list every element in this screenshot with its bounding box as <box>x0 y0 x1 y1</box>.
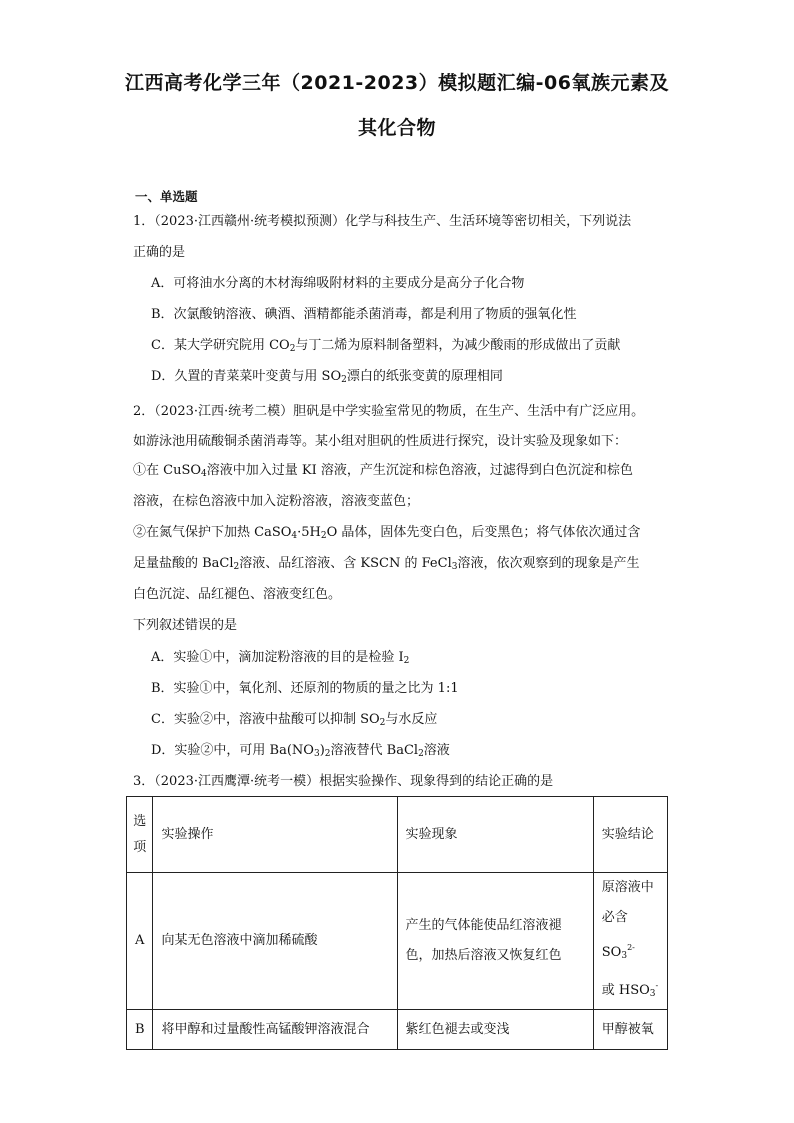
doc-title-line1: 江西高考化学三年（2021-2023）模拟题汇编-06氧族元素及 <box>125 72 669 94</box>
q2-option-a: A．实验①中，滴加淀粉溶液的目的是检验 $I_2$ <box>151 650 410 666</box>
q2-option-d: D．实验②中，可用 $Ba(NO_3)_2$溶液替代 BaCl$_2$溶液 <box>151 743 450 759</box>
q3-stem: 3．（2023·江西鹰潭·统考一模）根据实验操作、现象得到的结论正确的是 <box>133 774 554 789</box>
table-row <box>127 873 668 1010</box>
row-a-option: A <box>127 873 153 1010</box>
q1-stem-line1: 1．（2023·江西赣州·统考模拟预测）化学与科技生产、生活环境等密切相关，下列说法 <box>133 214 632 229</box>
header-phenomenon: 实验现象 <box>397 797 593 873</box>
q2-experiment1-line2: 溶液，在棕色溶液中加入淀粉溶液，溶液变蓝色； <box>133 494 420 509</box>
q1-option-c: C．某大学研究院用 $CO_2$与丁二烯为原料制备塑料，为减少酸雨的形成做出了贡献 <box>151 338 621 354</box>
row-a-conclusion: 原溶液中 必含 $SO_3^{2-}$ 或 $HSO_3^-$ <box>593 873 667 1010</box>
header-conclusion: 实验结论 <box>593 797 667 873</box>
q2-option-c: C．实验②中，溶液中盐酸可以抑制 $SO_2$与水反应 <box>151 712 438 728</box>
q1-option-a: A．可将油水分离的木材海绵吸附材料的主要成分是高分子化合物 <box>151 276 525 291</box>
table-row <box>127 1010 668 1050</box>
header-operation: 实验操作 <box>153 797 397 873</box>
q2-experiment1-line1: ①在 CuSO$_4$溶液中加入过量 KI 溶液，产生沉淀和棕色溶液，过滤得到白色沉淀和棕色 <box>133 463 633 479</box>
q2-stem-line1: 2．（2023·江西·统考二模）胆矾是中学实验室常见的物质，在生产、生活中有广泛应用。 <box>133 404 645 419</box>
q1-option-b: B．次氯酸钠溶液、碘酒、酒精都能杀菌消毒，都是利用了物质的强氧化性 <box>151 307 577 322</box>
q1-stem-line2: 正确的是 <box>133 245 186 260</box>
q2-experiment2-line2: 足量盐酸的 BaCl$_2$溶液、品红溶液、含 KSCN 的 FeCl$_3$溶液，依次观察到的现象是产生 <box>133 556 640 572</box>
row-b-phenomenon: 紫红色褪去或变浅 <box>397 1010 593 1050</box>
q2-stem-line2: 如游泳池用硫酸铜杀菌消毒等。某小组对胆矾的性质进行探究，设计实验及现象如下： <box>133 434 628 449</box>
row-b-conclusion: 甲醇被氧 <box>593 1010 667 1050</box>
q2-experiment2-line3: 白色沉淀、品红褪色、溶液变红色。 <box>133 587 342 602</box>
doc-title-line2: 其化合物 <box>357 117 436 139</box>
row-b-option: B <box>127 1010 153 1050</box>
row-b-operation: 将甲醇和过量酸性高锰酸钾溶液混合 <box>153 1010 397 1050</box>
q3-table <box>126 796 668 1050</box>
table-header-row <box>127 797 668 873</box>
q2-option-b: B．实验①中，氧化剂、还原剂的物质的量之比为 1:1 <box>151 681 459 696</box>
q1-option-d: D．久置的青菜菜叶变黄与用 $SO_2$漂白的纸张变黄的原理相同 <box>151 369 503 385</box>
q2-ask: 下列叙述错误的是 <box>133 618 238 633</box>
header-option: 选项 <box>127 797 153 873</box>
row-a-phenomenon: 产生的气体能使品红溶液褪 色，加热后溶液又恢复红色 <box>397 873 593 1010</box>
row-a-operation: 向某无色溶液中滴加稀硫酸 <box>153 873 397 1010</box>
section-heading: 一、单选题 <box>135 189 198 204</box>
q2-experiment2-line1: ②在氮气保护下加热 $CaSO_4\cdot 5H_2O$ 晶体，固体先变白色，后变黑色；将气体依次通过含 <box>133 525 641 541</box>
